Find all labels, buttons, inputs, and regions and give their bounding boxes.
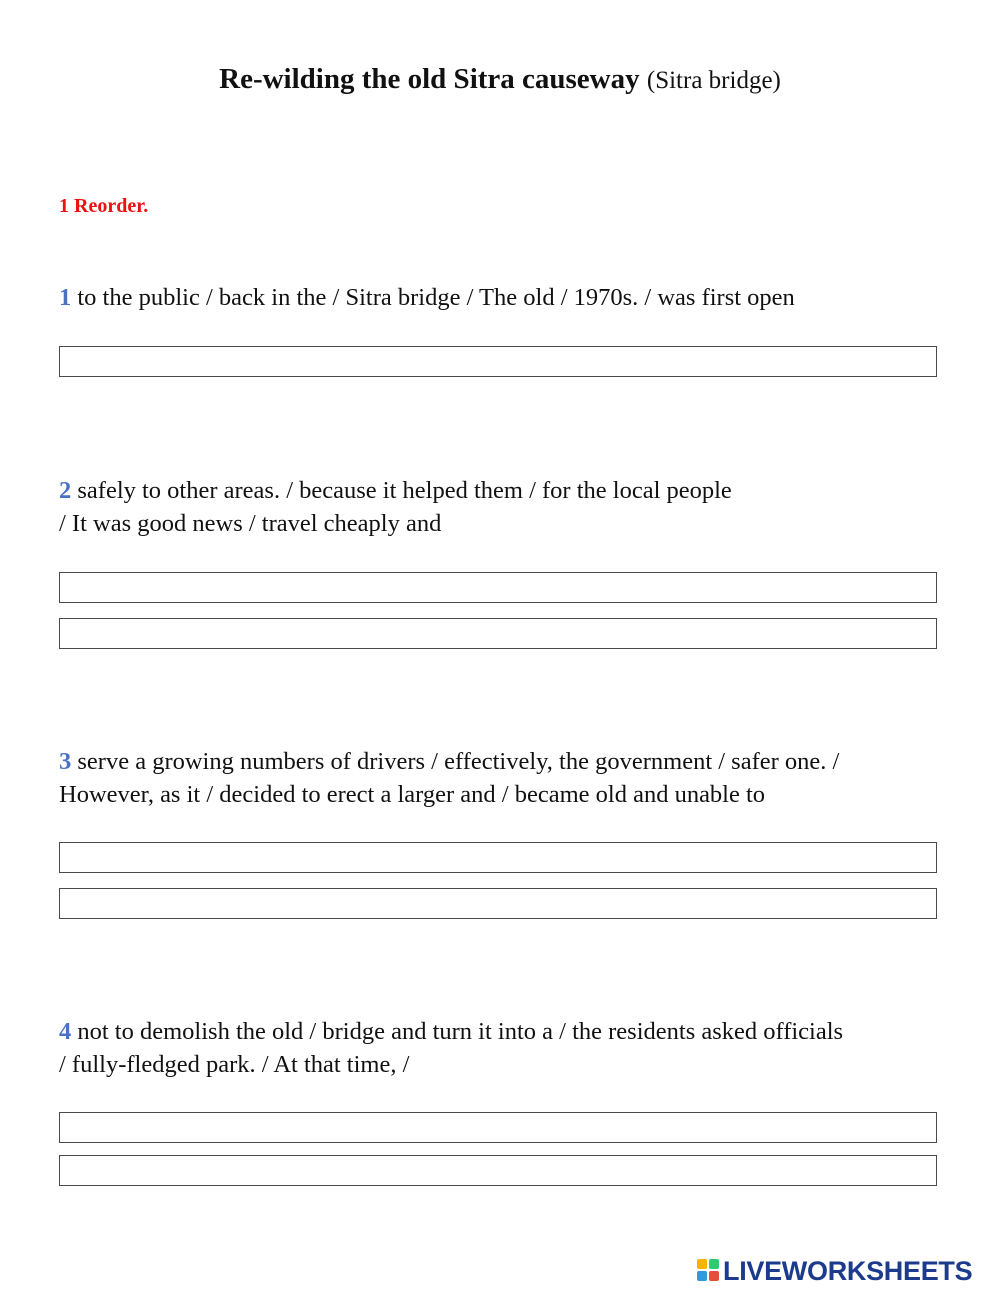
title-subtitle: (Sitra bridge) <box>646 67 781 94</box>
question-number: 1 <box>59 284 72 311</box>
logo-square <box>709 1259 719 1269</box>
worksheet-title <box>0 60 1000 100</box>
question-text-line: serve a growing numbers of drivers / effectively, the government / safer one. / <box>77 748 840 775</box>
answer-field-4a[interactable] <box>59 1112 937 1143</box>
question-number: 4 <box>59 1018 72 1045</box>
exercise-instruction: 1 Reorder. <box>59 195 149 217</box>
logo-square <box>697 1271 707 1281</box>
answer-field-2b[interactable] <box>59 618 937 649</box>
liveworksheets-logo <box>697 1256 995 1286</box>
answer-field-4b[interactable] <box>59 1155 937 1186</box>
question-text-line: not to demolish the old / bridge and turn it into a / the residents asked officials <box>77 1018 844 1045</box>
question-text-line: / fully-fledged park. / At that time, / <box>59 1050 410 1078</box>
question-text-line: / It was good news / travel cheaply and <box>59 509 442 537</box>
logo-squares-icon <box>697 1259 719 1281</box>
question-number: 3 <box>59 748 72 775</box>
logo-square <box>697 1259 707 1269</box>
question-text-line: to the public / back in the / Sitra bridge / The old / 1970s. / was first open <box>77 284 795 311</box>
question-1 <box>59 282 944 315</box>
answer-field-2a[interactable] <box>59 572 937 603</box>
question-text-line: safely to other areas. / because it helped them / for the local people <box>77 477 732 504</box>
answer-field-3a[interactable] <box>59 842 937 873</box>
question-text-line: However, as it / decided to erect a larger and / became old and unable to <box>59 780 766 808</box>
question-3 <box>59 746 944 811</box>
question-4 <box>59 1016 944 1081</box>
question-2 <box>59 475 944 540</box>
question-number: 2 <box>59 477 72 504</box>
title-text: Re-wilding the old Sitra causeway <box>219 63 640 95</box>
logo-square <box>709 1271 719 1281</box>
answer-field-1[interactable] <box>59 346 937 377</box>
brand-name: LIVEWORKSHEETS <box>723 1256 973 1286</box>
answer-field-3b[interactable] <box>59 888 937 919</box>
